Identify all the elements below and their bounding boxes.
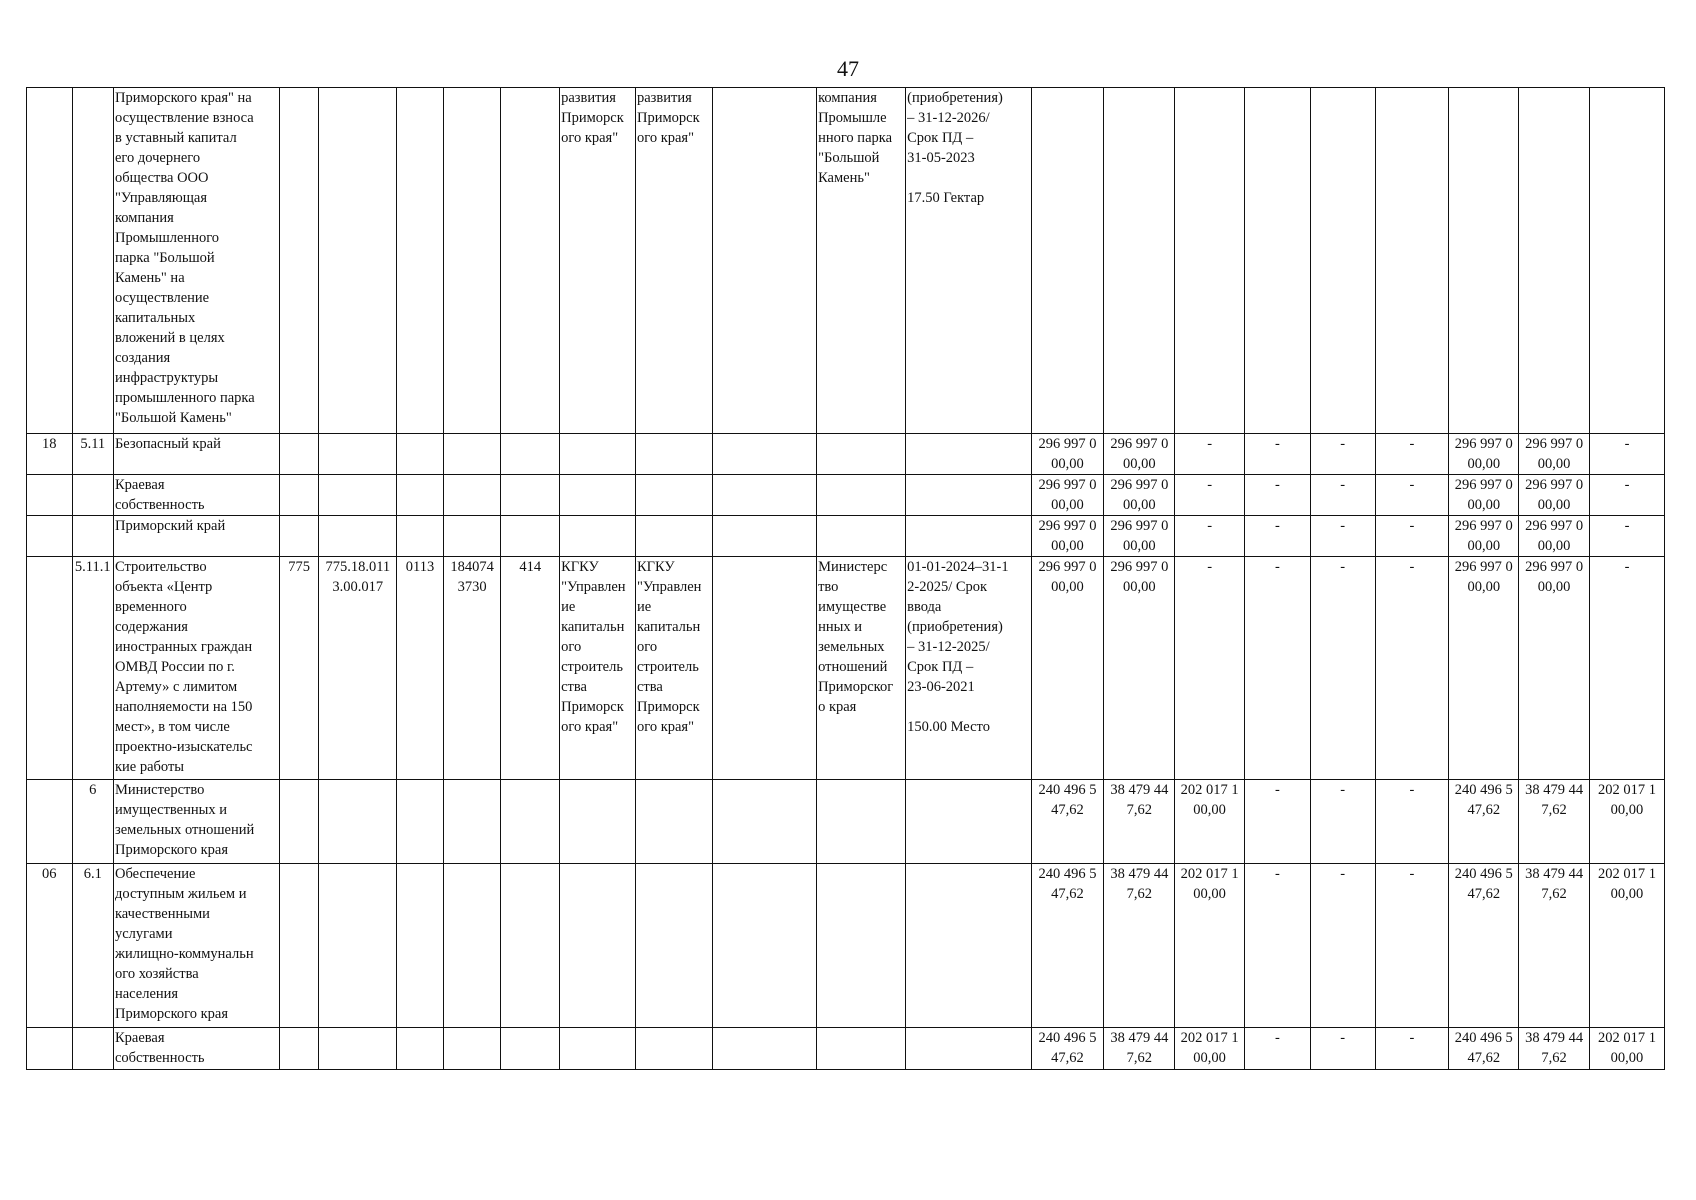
amount-cell: - [1375,780,1449,864]
amount-cell: - [1589,434,1664,475]
section-cell: 0113 [397,557,444,780]
amount-cell: - [1245,1028,1311,1070]
amount-cell: 296 997 0 00,00 [1104,557,1175,780]
amount-cell: 296 997 0 00,00 [1449,557,1519,780]
amount-cell: - [1245,434,1311,475]
description-cell: Безопасный край [113,434,279,475]
amount-cell: - [1175,434,1245,475]
target-article-cell: 775.18.011 3.00.017 [319,557,397,780]
amount-cell: - [1375,475,1449,516]
description-cell: Приморский край [113,516,279,557]
table-row [27,475,1665,516]
amount-cell: 38 479 44 7,62 [1104,780,1175,864]
amount-cell: 240 496 5 47,62 [1449,780,1519,864]
amount-cell: - [1175,516,1245,557]
table-row [27,1028,1665,1070]
amount-cell: - [1245,780,1311,864]
owner-cell: компания Промышле нного парка "Большой Камень" [817,88,906,434]
executor-org-cell: развития Приморск ого края" [635,88,712,434]
amount-cell: 296 997 0 00,00 [1519,516,1590,557]
amount-cell: 38 479 44 7,62 [1519,864,1590,1028]
executor-org-cell: КГКУ "Управлен ие капитальн ого строитель ства Приморск ого края" [635,557,712,780]
description-cell: Обеспечение доступным жильем и качественными услугами жилищно-коммунальн ого хозяйства населения Приморского края [113,864,279,1028]
description-cell: Приморского края" на осуществление взноса в уставный капитал его дочернего общества ООО "Управляющая компания Промышленного парка "Большой Камень" на осуществление капитальных вложений в целях создания инфраструктуры промышленного парка "Большой Камень" [113,88,279,434]
amount-cell: - [1375,864,1449,1028]
amount-cell: 38 479 44 7,62 [1104,864,1175,1028]
amount-cell: 296 997 0 00,00 [1031,516,1104,557]
amount-cell: 38 479 44 7,62 [1519,780,1590,864]
code-cell: 5.11 [72,434,113,475]
amount-cell: 202 017 1 00,00 [1589,864,1664,1028]
amount-cell: 296 997 0 00,00 [1104,475,1175,516]
code-cell: 6.1 [72,864,113,1028]
description-cell: Министерство имущественных и земельных отношений Приморского края [113,780,279,864]
grbs-cell: 775 [279,557,318,780]
table-row [27,434,1665,475]
amount-cell: 296 997 0 00,00 [1449,434,1519,475]
amount-cell: - [1245,864,1311,1028]
responsible-org-cell: развития Приморск ого края" [560,88,636,434]
description-cell: Краевая собственность [113,1028,279,1070]
amount-cell: 202 017 1 00,00 [1589,780,1664,864]
amount-cell: - [1589,557,1664,780]
amount-cell: - [1310,1028,1375,1070]
amount-cell: 240 496 5 47,62 [1449,864,1519,1028]
amount-cell: 240 496 5 47,62 [1031,864,1104,1028]
amount-cell: - [1589,516,1664,557]
amount-cell: 296 997 0 00,00 [1519,475,1590,516]
amount-cell: 296 997 0 00,00 [1519,434,1590,475]
owner-cell: Министерс тво имуществе нных и земельных отношений Приморског о края [817,557,906,780]
amount-cell: 240 496 5 47,62 [1031,1028,1104,1070]
amount-cell: 240 496 5 47,62 [1449,1028,1519,1070]
amount-cell: - [1245,557,1311,780]
amount-cell: - [1310,780,1375,864]
amount-cell: 202 017 1 00,00 [1175,1028,1245,1070]
description-cell: Строительство объекта «Центр временного содержания иностранных граждан ОМВД России по г. Артему» с лимитом наполняемости на 150 мест», в том числе проектно-изыскательс кие работы [113,557,279,780]
amount-cell: - [1175,475,1245,516]
amount-cell: 296 997 0 00,00 [1104,516,1175,557]
object-code-cell: 184074 3730 [443,557,501,780]
table-row [27,516,1665,557]
amount-cell: - [1310,516,1375,557]
table-row [27,88,1665,434]
dates-cell: 01-01-2024–31-1 2-2025/ Срок ввода (приобретения) – 31-12-2025/ Срок ПД – 23-06-2021 150.00 Место [906,557,1031,780]
amount-cell: - [1375,557,1449,780]
amount-cell: 296 997 0 00,00 [1031,434,1104,475]
amount-cell: - [1310,475,1375,516]
amount-cell: 296 997 0 00,00 [1104,434,1175,475]
amount-cell: - [1375,1028,1449,1070]
amount-cell: 202 017 1 00,00 [1175,780,1245,864]
table-row [27,557,1665,780]
amount-cell: - [1375,516,1449,557]
table-row [27,864,1665,1028]
amount-cell: 296 997 0 00,00 [1449,516,1519,557]
page-number: 47 [837,56,859,81]
row-number-cell: 06 [27,864,73,1028]
amount-cell: - [1310,864,1375,1028]
amount-cell: - [1375,434,1449,475]
amount-cell: - [1245,475,1311,516]
amount-cell: 296 997 0 00,00 [1449,475,1519,516]
amount-cell: 202 017 1 00,00 [1175,864,1245,1028]
amount-cell: 296 997 0 00,00 [1031,475,1104,516]
budget-table [26,87,1665,1070]
expense-type-cell: 414 [501,557,560,780]
description-cell: Краевая собственность [113,475,279,516]
amount-cell: - [1245,516,1311,557]
table-row [27,780,1665,864]
amount-cell: - [1310,557,1375,780]
amount-cell: - [1175,557,1245,780]
code-cell: 6 [72,780,113,864]
amount-cell: 202 017 1 00,00 [1589,1028,1664,1070]
responsible-org-cell: КГКУ "Управлен ие капитальн ого строитель ства Приморск ого края" [560,557,636,780]
code-cell: 5.11.1 [72,557,113,780]
amount-cell: 296 997 0 00,00 [1519,557,1590,780]
amount-cell: - [1310,434,1375,475]
amount-cell: - [1589,475,1664,516]
amount-cell: 240 496 5 47,62 [1031,780,1104,864]
dates-cell: (приобретения) – 31-12-2026/ Срок ПД – 31-05-2023 17.50 Гектар [906,88,1031,434]
amount-cell: 38 479 44 7,62 [1104,1028,1175,1070]
amount-cell: 296 997 0 00,00 [1031,557,1104,780]
row-number-cell: 18 [27,434,73,475]
amount-cell: 38 479 44 7,62 [1519,1028,1590,1070]
